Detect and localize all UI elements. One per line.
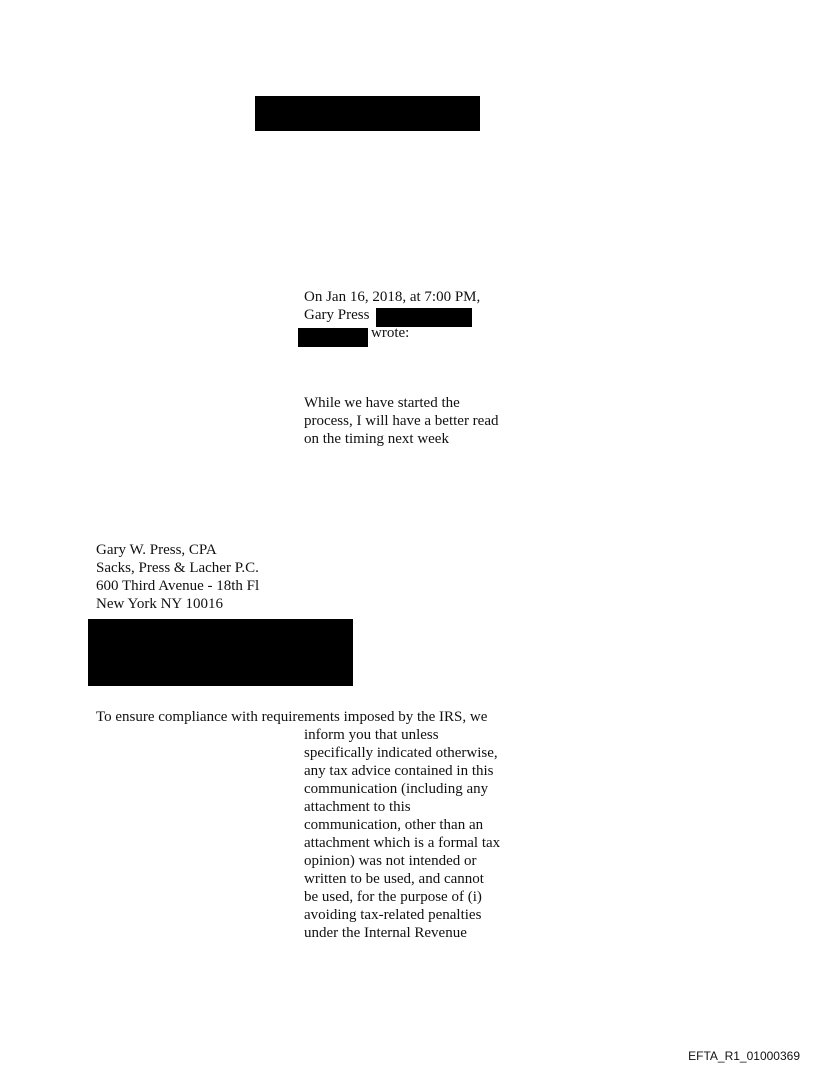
disclaimer-body [304, 726, 500, 942]
message-line: on the timing next week [304, 431, 449, 447]
redaction-sender-email-2 [298, 328, 368, 347]
message-line: process, I will have a better read [304, 413, 499, 429]
disclaimer-line: written to be used, and cannot [304, 871, 484, 887]
disclaimer-line: attachment which is a formal tax [304, 835, 501, 851]
disclaimer-line: any tax advice contained in this [304, 763, 494, 779]
disclaimer-line: communication (including any [304, 781, 489, 797]
signature-street: 600 Third Avenue - 18th Fl [96, 578, 260, 594]
quote-header-wrote: wrote: [371, 325, 410, 341]
redaction-contact-details [88, 619, 353, 686]
disclaimer-line: be used, for the purpose of (i) [304, 889, 482, 905]
message-line: While we have started the [304, 395, 460, 411]
signature-firm: Sacks, Press & Lacher P.C. [96, 560, 259, 576]
quote-header-date: On Jan 16, 2018, at 7:00 PM, [304, 289, 481, 305]
disclaimer-line: inform you that unless [304, 727, 439, 743]
signature-city: New York NY 10016 [96, 596, 223, 612]
disclaimer-line: attachment to this [304, 799, 411, 815]
disclaimer-line: communication, other than an [304, 817, 484, 833]
signature-block [96, 541, 259, 613]
sender-name: Gary Press [304, 307, 370, 323]
disclaimer-first-line: To ensure compliance with requirements imposed by the IRS, we [96, 709, 488, 725]
document-id: EFTA_R1_01000369 [688, 1049, 800, 1063]
redaction-top [255, 96, 480, 131]
disclaimer-line: avoiding tax-related penalties [304, 907, 482, 923]
message-body [304, 394, 499, 448]
signature-name: Gary W. Press, CPA [96, 542, 217, 558]
disclaimer-line: under the Internal Revenue [304, 925, 467, 941]
disclaimer-line: opinion) was not intended or [304, 853, 477, 869]
disclaimer-line: specifically indicated otherwise, [304, 745, 498, 761]
